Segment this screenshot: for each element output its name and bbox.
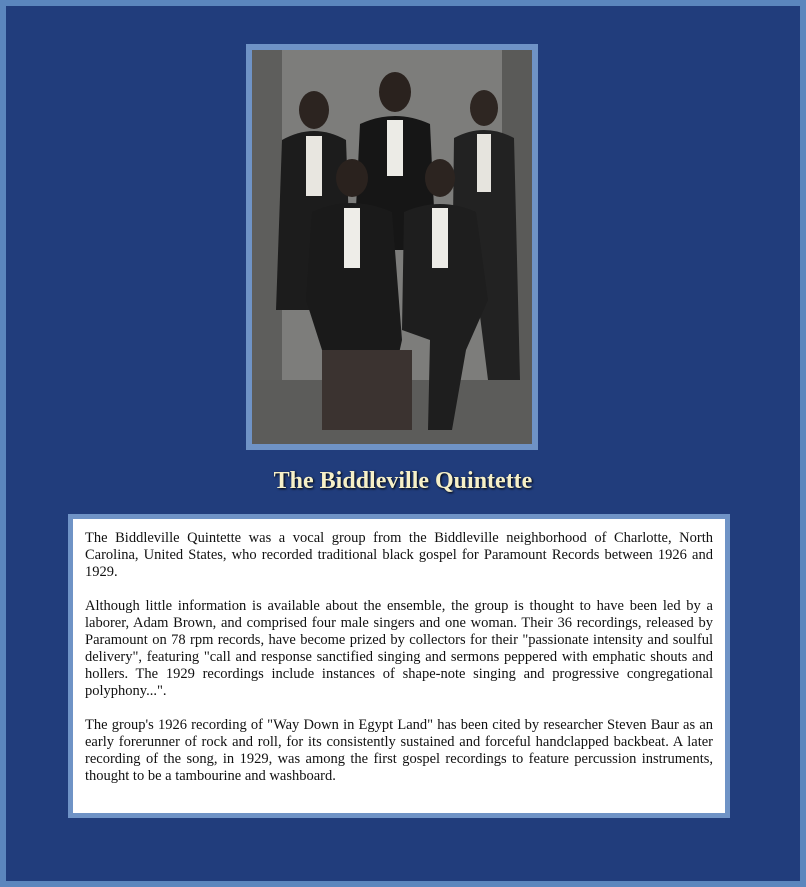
paragraph-legacy: The group's 1926 recording of "Way Down in Egypt Land" has been cited by researcher Steven Baur as an early forerunner of rock and roll, for its consistently sustained and forceful handclapped backbeat. A later recording of the song, in 1929, was among the first gospel recordings to feature percussion instruments, thought to be a tambourine and washboard. [85, 717, 713, 784]
photo-caption-title: The Biddleville Quintette [273, 468, 533, 494]
description-box [73, 519, 725, 813]
photo-frame [246, 44, 538, 450]
group-photo [252, 50, 532, 444]
group-photo-illustration [252, 50, 532, 444]
paragraph-intro: The Biddleville Quintette was a vocal group from the Biddleville neighborhood of Charlotte, North Carolina, United States, who recorded traditional black gospel for Paramount Records between 1926 and 1929. [85, 530, 713, 580]
page-panel [6, 6, 800, 881]
paragraph-history: Although little information is available about the ensemble, the group is thought to have been led by a laborer, Adam Brown, and comprised four male singers and one woman. Their 36 recordings, released by Paramount on 78 rpm records, have become prized by collectors for their "passionate intensity and soulful delivery", featuring "call and response sanctified singing and sermons peppered with emphatic shouts and hollers. The 1929 recordings include instances of shape-note singing and progressive congregational polyphony...". [85, 598, 713, 699]
description-frame [68, 514, 730, 818]
